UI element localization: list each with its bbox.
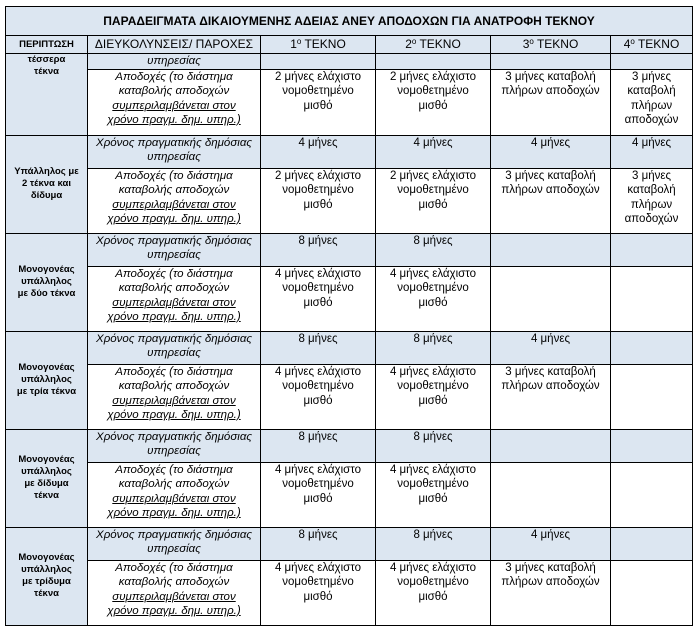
pay-child-3: 3 μήνες καταβολή πλήρων αποδοχών <box>491 168 611 233</box>
table-row <box>6 560 693 625</box>
title-row <box>6 7 693 36</box>
table-title: ΠΑΡΑΔΕΙΓΜΑΤΑ ΔΙΚΑΙΟΥΜΕΝΗΣ ΑΔΕΙΑΣ ΑΝΕΥ ΑΠΟΔΟΧΩΝ ΓΙΑ ΑΝΑΤΡΟΦΗ ΤΕΚΝΟΥ <box>6 7 693 36</box>
pay-child-1: 4 μήνες ελάχιστο νομοθετημένο μισθό <box>261 364 376 429</box>
pay-label: Αποδοχές (το διάστημα καταβολής αποδοχών συμπεριλαμβάνεται στον χρόνο πραγμ. δημ. υπηρ.) <box>88 364 261 429</box>
leave-examples-table <box>5 6 693 626</box>
case-single-parent-two: Μονογονέας υπάλληλος με δύο τέκνα <box>6 233 88 331</box>
service-child-1: 4 μήνες <box>261 135 376 168</box>
header-row <box>6 36 693 54</box>
pay-child-2: 4 μήνες ελάχιστο νομοθετημένο μισθό <box>376 462 491 527</box>
service-time-label: Χρόνος πραγματικής δημόσιας υπηρεσίας <box>88 233 261 266</box>
service-child-3: 4 μήνες <box>491 135 611 168</box>
pay-label: Αποδοχές (το διάστημα καταβολής αποδοχών συμπεριλαμβάνεται στον χρόνο πραγμ. δημ. υπηρ.) <box>88 462 261 527</box>
case-four-children: τέσσερα τέκνα <box>6 54 88 136</box>
case-single-parent-triplets: Μονογονέας υπάλληλος με τρίδυμα τέκνα <box>6 527 88 625</box>
service-child-2: 8 μήνες <box>376 429 491 462</box>
pay-label: Αποδοχές (το διάστημα καταβολής αποδοχών συμπεριλαμβάνεται στον χρόνο πραγμ. δημ. υπηρ.) <box>88 168 261 233</box>
header-child-3: $3^o$ ΤΕΚΝΟ <box>491 36 611 54</box>
pay-child-4: 3 μήνες καταβολή πλήρων αποδοχών <box>611 69 693 135</box>
pay-child-2: 4 μήνες ελάχιστο νομοθετημένο μισθό <box>376 364 491 429</box>
service-child-2: 8 μήνες <box>376 331 491 364</box>
pay-child-1: 2 μήνες ελάχιστο νομοθετημένο μισθό <box>261 69 376 135</box>
service-time-label: Χρόνος πραγματικής δημόσιας υπηρεσίας <box>88 527 261 560</box>
pay-child-1: 2 μήνες ελάχιστο νομοθετημένο μισθό <box>261 168 376 233</box>
pay-label: Αποδοχές (το διάστημα καταβολής αποδοχών συμπεριλαμβάνεται στον χρόνο πραγμ. δημ. υπηρ.) <box>88 69 261 135</box>
pay-label: Αποδοχές (το διάστημα καταβολής αποδοχών συμπεριλαμβάνεται στον χρόνο πραγμ. δημ. υπηρ.) <box>88 560 261 625</box>
table-row <box>6 266 693 331</box>
table-row <box>6 69 693 135</box>
table-row <box>6 429 693 462</box>
pay-child-1: 4 μήνες ελάχιστο νομοθετημένο μισθό <box>261 560 376 625</box>
pay-child-2: 4 μήνες ελάχιστο νομοθετημένο μισθό <box>376 266 491 331</box>
case-single-parent-three: Μονογονέας υπάλληλος με τρία τέκνα <box>6 331 88 429</box>
table-row <box>6 233 693 266</box>
service-child-2: 8 μήνες <box>376 233 491 266</box>
service-child-1: 8 μήνες <box>261 429 376 462</box>
table-row <box>6 364 693 429</box>
pay-child-2: 2 μήνες ελάχιστο νομοθετημένο μισθό <box>376 69 491 135</box>
service-time-label: Χρόνος πραγματικής δημόσιας υπηρεσίας <box>88 331 261 364</box>
case-two-children-twins: Υπάλληλος με 2 τέκνα και δίδυμα <box>6 135 88 233</box>
pay-child-3: 3 μήνες καταβολή πλήρων αποδοχών <box>491 69 611 135</box>
table-row <box>6 135 693 168</box>
header-child-1: $1^o$ ΤΕΚΝΟ <box>261 36 376 54</box>
pay-child-2: 2 μήνες ελάχιστο νομοθετημένο μισθό <box>376 168 491 233</box>
service-time-label: Χρόνος πραγματικής δημόσιας υπηρεσίας <box>88 135 261 168</box>
pay-child-2: 4 μήνες ελάχιστο νομοθετημένο μισθό <box>376 560 491 625</box>
pay-child-3: 3 μήνες καταβολή πλήρων αποδοχών <box>491 364 611 429</box>
service-child-1: 8 μήνες <box>261 331 376 364</box>
service-child-4: 4 μήνες <box>611 135 693 168</box>
table-row <box>6 331 693 364</box>
service-child-2: 4 μήνες <box>376 135 491 168</box>
service-child-1: 8 μήνες <box>261 527 376 560</box>
table-row <box>6 527 693 560</box>
header-benefits: ΔΙΕΥΚΟΛΥΝΣΕΙΣ/ ΠΑΡΟΧΕΣ <box>88 36 261 54</box>
service-time-label: υπηρεσίας <box>88 54 261 70</box>
header-child-4: $4^o$ ΤΕΚΝΟ <box>611 36 693 54</box>
service-child-3: 4 μήνες <box>491 331 611 364</box>
case-single-parent-twins: Μονογονέας υπάλληλος με δίδυμα τέκνα <box>6 429 88 527</box>
pay-child-4: 3 μήνες καταβολή πλήρων αποδοχών <box>611 168 693 233</box>
table-row <box>6 168 693 233</box>
service-child-2: 8 μήνες <box>376 527 491 560</box>
pay-child-1: 4 μήνες ελάχιστο νομοθετημένο μισθό <box>261 266 376 331</box>
header-case: ΠΕΡΙΠΤΩΣΗ <box>6 36 88 54</box>
service-time-label: Χρόνος πραγματικής δημόσιας υπηρεσίας <box>88 429 261 462</box>
table-row <box>6 462 693 527</box>
service-child-1: 8 μήνες <box>261 233 376 266</box>
service-child-3: 4 μήνες <box>491 527 611 560</box>
pay-label: Αποδοχές (το διάστημα καταβολής αποδοχών συμπεριλαμβάνεται στον χρόνο πραγμ. δημ. υπηρ.) <box>88 266 261 331</box>
pay-child-1: 4 μήνες ελάχιστο νομοθετημένο μισθό <box>261 462 376 527</box>
header-child-2: $2^o$ ΤΕΚΝΟ <box>376 36 491 54</box>
table-row <box>6 54 693 70</box>
pay-child-3: 3 μήνες καταβολή πλήρων αποδοχών <box>491 560 611 625</box>
